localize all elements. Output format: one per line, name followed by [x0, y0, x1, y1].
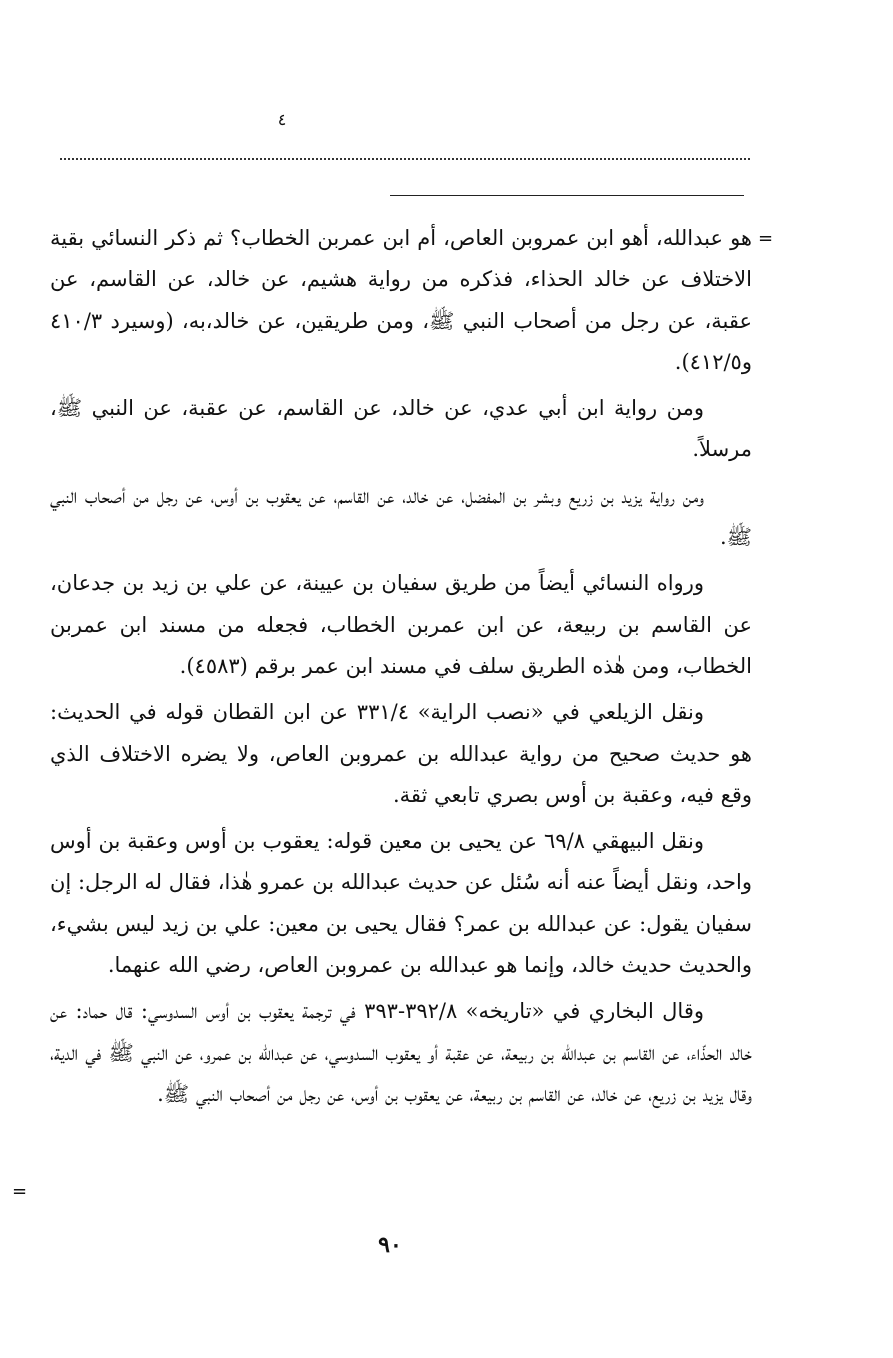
continuation-mark-bottom: = [12, 1181, 28, 1202]
footnote-separator [390, 195, 744, 196]
footnote-text [50, 218, 752, 1120]
paragraph-5: ونقل الزيلعي في «نصب الراية» ٣٣١/٤ عن ابن القطان قوله في الحديث: هو حديث صحيح من رواية عبدالله بن عمروبن العاص، ولا يضره الاختلاف الذي وقع فيه، وعقبة بن أوس بصري تابعي ثقة. [50, 700, 752, 807]
dotted-separator [60, 158, 750, 160]
paragraph-3: ومن رواية يزيد بن زريع وبشر بن المفضل، عن خالد، عن القاسم، عن يعقوب بن أوس، عن رجل من أصحاب النبي ﷺ. [50, 483, 752, 550]
continuation-mark-top: = [758, 228, 774, 249]
paragraph-1: هو عبدالله، أهو ابن عمروبن العاص، أم ابن عمربن الخطاب؟ ثم ذكر النسائي بقية الاختلاف عن خالد الحذاء، فذكره من رواية هشيم، عن خالد، عن القاسم، عن عقبة، عن رجل من أصحاب النبي ﷺ، ومن طريقين، عن خالد،به، (وسيرد ٤١٠/٣ و٤١٢/٥). [50, 226, 752, 374]
page-top-mark: ٤ [277, 110, 287, 129]
paragraph-7: وقال البخاري في «تاريخه» ٣٩٢/٨-٣٩٣ في ترجمة يعقوب بن أوس السدوسي: قال حماد: عن خالد الحذّاء، عن القاسم بن عبدالله بن ربيعة، عن عقبة أو يعقوب السدوسي، عن عبدالله بن عمرو، عن النبي ﷺ في الدية، وقال يزيد بن زريع، عن خالد، عن القاسم بن ربيعة، عن يعقوب بن أوس، عن رجل من أصحاب النبي ﷺ. [50, 999, 752, 1106]
paragraph-4: ورواه النسائي أيضاً من طريق سفيان بن عيينة، عن علي بن زيد بن جدعان، عن القاسم بن ربيعة، عن ابن عمربن الخطاب، فجعله من مسند ابن عمربن الخطاب، ومن هٰذه الطريق سلف في مسند ابن عمر برقم (٤٥٨٣). [50, 571, 752, 678]
paragraph-6: ونقل البيهقي ٦٩/٨ عن يحيى بن معين قوله: يعقوب بن أوس وعقبة بن أوس واحد، ونقل أيضاً عنه أنه سُئل عن حديث عبدالله بن عمرو هٰذا، فقال له الرجل: إن سفيان يقول: عن عبدالله بن عمر؟ فقال يحيى بن معين: علي بن زيد ليس بشيء، والحديث حديث خالد، وإنما هو عبدالله بن عمروبن العاص، رضي الله عنهما. [50, 829, 753, 978]
paragraph-2: ومن رواية ابن أبي عدي، عن خالد، عن القاسم، عن عقبة، عن النبي ﷺ، مرسلاً. [50, 396, 752, 462]
page-number: ٩٠ [378, 1232, 402, 1258]
